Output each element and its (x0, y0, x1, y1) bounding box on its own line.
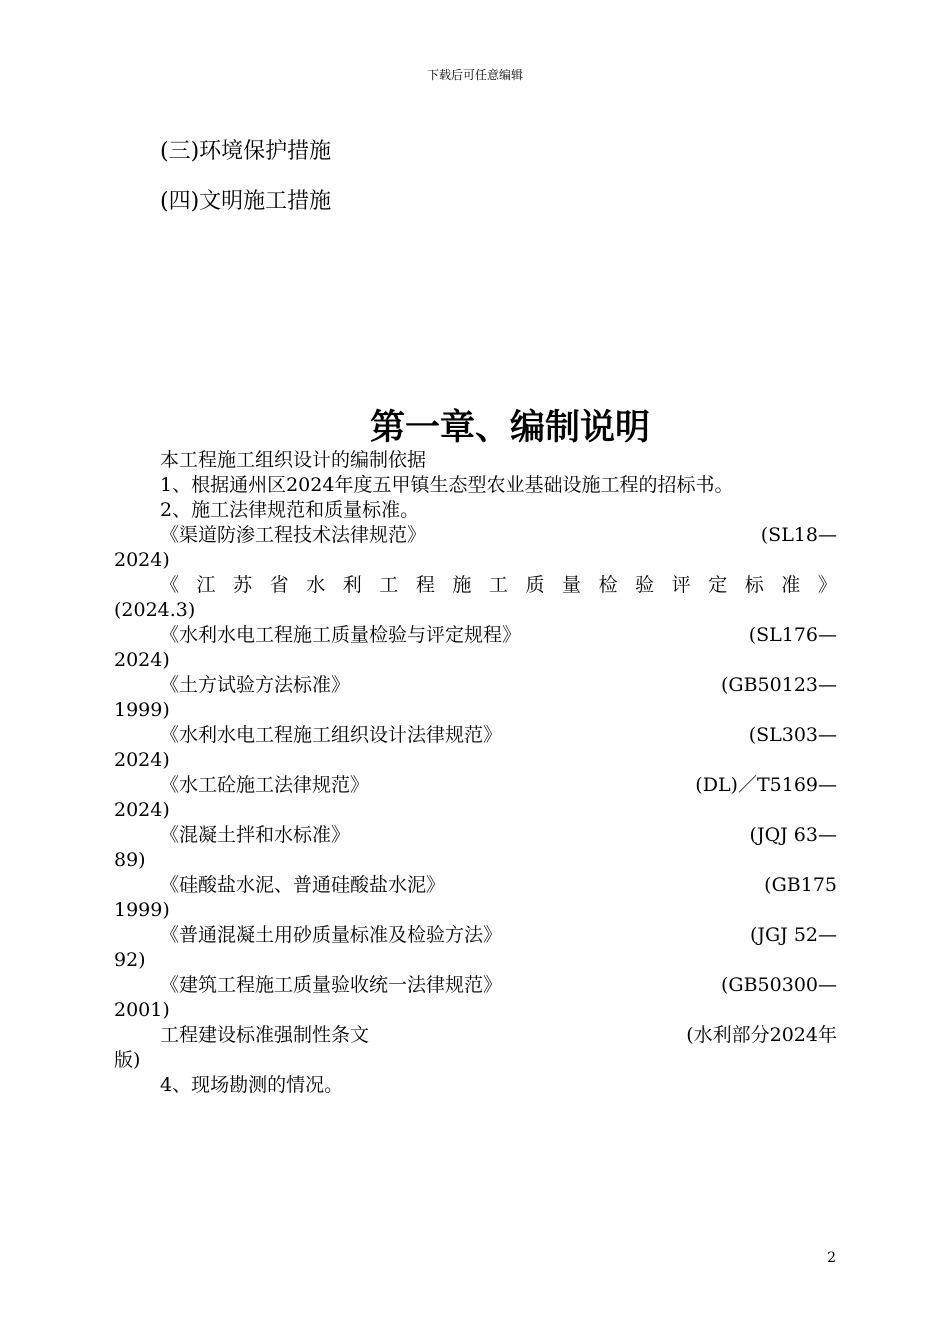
standard-code: (DL)／T5169— (695, 774, 837, 796)
standard-year: 89) (114, 849, 146, 871)
standard-name: 《水利水电工程施工质量检验与评定规程》 (160, 624, 522, 646)
standard-name-char: 验 (635, 574, 655, 596)
standard-year: 2024) (114, 749, 170, 771)
standard-code: (GB175 (764, 874, 837, 896)
standard-year: 2024) (114, 649, 170, 671)
standard-entry (114, 923, 837, 973)
standard-code: (水利部分2024年 (686, 1024, 837, 1046)
standard-name-char: 》 (817, 574, 837, 596)
standard-entry (114, 823, 837, 873)
standard-name-char: 定 (708, 574, 728, 596)
standard-name: 《渠道防渗工程技术法律规范》 (160, 524, 427, 546)
document-body (114, 448, 837, 1098)
standard-name: 《普通混凝土用砂质量标准及检验方法》 (160, 924, 503, 946)
standard-name-char: 利 (342, 574, 362, 596)
standard-name-char: 评 (671, 574, 691, 596)
standard-code: (SL18— (760, 524, 837, 546)
standard-year: (2024.3) (114, 599, 196, 621)
page-header: 下载后可任意编辑 (426, 68, 523, 82)
standard-name-char: 施 (452, 574, 472, 596)
standard-name-char: 工 (379, 574, 399, 596)
basis-item-1: 1、根据通州区2024年度五甲镇生态型农业基础设施工程的招标书。 (160, 474, 734, 496)
standard-code: (SL176— (748, 624, 837, 646)
standard-name: 《水工砼施工法律规范》 (160, 774, 370, 796)
standard-name-char: 江 (196, 574, 216, 596)
standard-year: 2001) (114, 999, 170, 1021)
standard-code: (GB50300— (721, 974, 837, 996)
standard-entry (114, 523, 837, 573)
standard-entry (114, 723, 837, 773)
standard-name: 《水利水电工程施工组织设计法律规范》 (160, 724, 503, 746)
standard-year: 92) (114, 949, 146, 971)
standard-entry-justified (114, 573, 837, 623)
standard-name-char: 质 (525, 574, 545, 596)
standard-entry (114, 773, 837, 823)
intro-paragraph: 本工程施工组织设计的编制依据 (160, 449, 427, 471)
standard-name-char: 水 (306, 574, 326, 596)
standard-year: 2024) (114, 799, 170, 821)
standard-entry (114, 973, 837, 1023)
standard-code: (SL303— (748, 724, 837, 746)
standard-name: 《建筑工程施工质量验收统一法律规范》 (160, 974, 503, 996)
standard-name-char: 工 (488, 574, 508, 596)
standard-name-justified (160, 573, 837, 598)
standard-name-char: 检 (598, 574, 618, 596)
standard-code: (JQJ 63— (749, 824, 837, 846)
standard-name: 《硅酸盐水泥、普通硅酸盐水泥》 (160, 874, 446, 896)
standard-entry (114, 673, 837, 723)
standard-name-char: 省 (269, 574, 289, 596)
basis-item-4: 4、现场勘测的情况。 (160, 1074, 344, 1096)
standard-entry (114, 873, 837, 923)
standard-code: (JGJ 52— (749, 924, 837, 946)
standard-year: 1999) (114, 899, 170, 921)
basis-item-2: 2、施工法律规范和质量标准。 (160, 499, 420, 521)
standard-name: 《土方试验方法标准》 (160, 674, 351, 696)
standard-year: 版) (114, 1049, 141, 1071)
standard-name-char: 程 (415, 574, 435, 596)
standard-year: 2024) (114, 549, 170, 571)
standard-name-char: 量 (562, 574, 582, 596)
page-number: 2 (827, 1250, 836, 1266)
standard-name-char: 标 (744, 574, 764, 596)
standard-name-char: 准 (781, 574, 801, 596)
toc-item-environment: (三)环境保护措施 (160, 139, 332, 164)
standard-name-char: 苏 (233, 574, 253, 596)
standard-entry (114, 1023, 837, 1073)
standard-entry (114, 623, 837, 673)
standard-name: 工程建设标准强制性条文 (160, 1024, 370, 1046)
standard-name: 《混凝土拌和水标准》 (160, 824, 351, 846)
toc-item-civilized-construction: (四)文明施工措施 (160, 189, 332, 214)
standard-name-char: 《 (160, 574, 180, 596)
chapter-title: 第一章、编制说明 (369, 407, 650, 448)
standard-year: 1999) (114, 699, 170, 721)
standard-code: (GB50123— (721, 674, 837, 696)
